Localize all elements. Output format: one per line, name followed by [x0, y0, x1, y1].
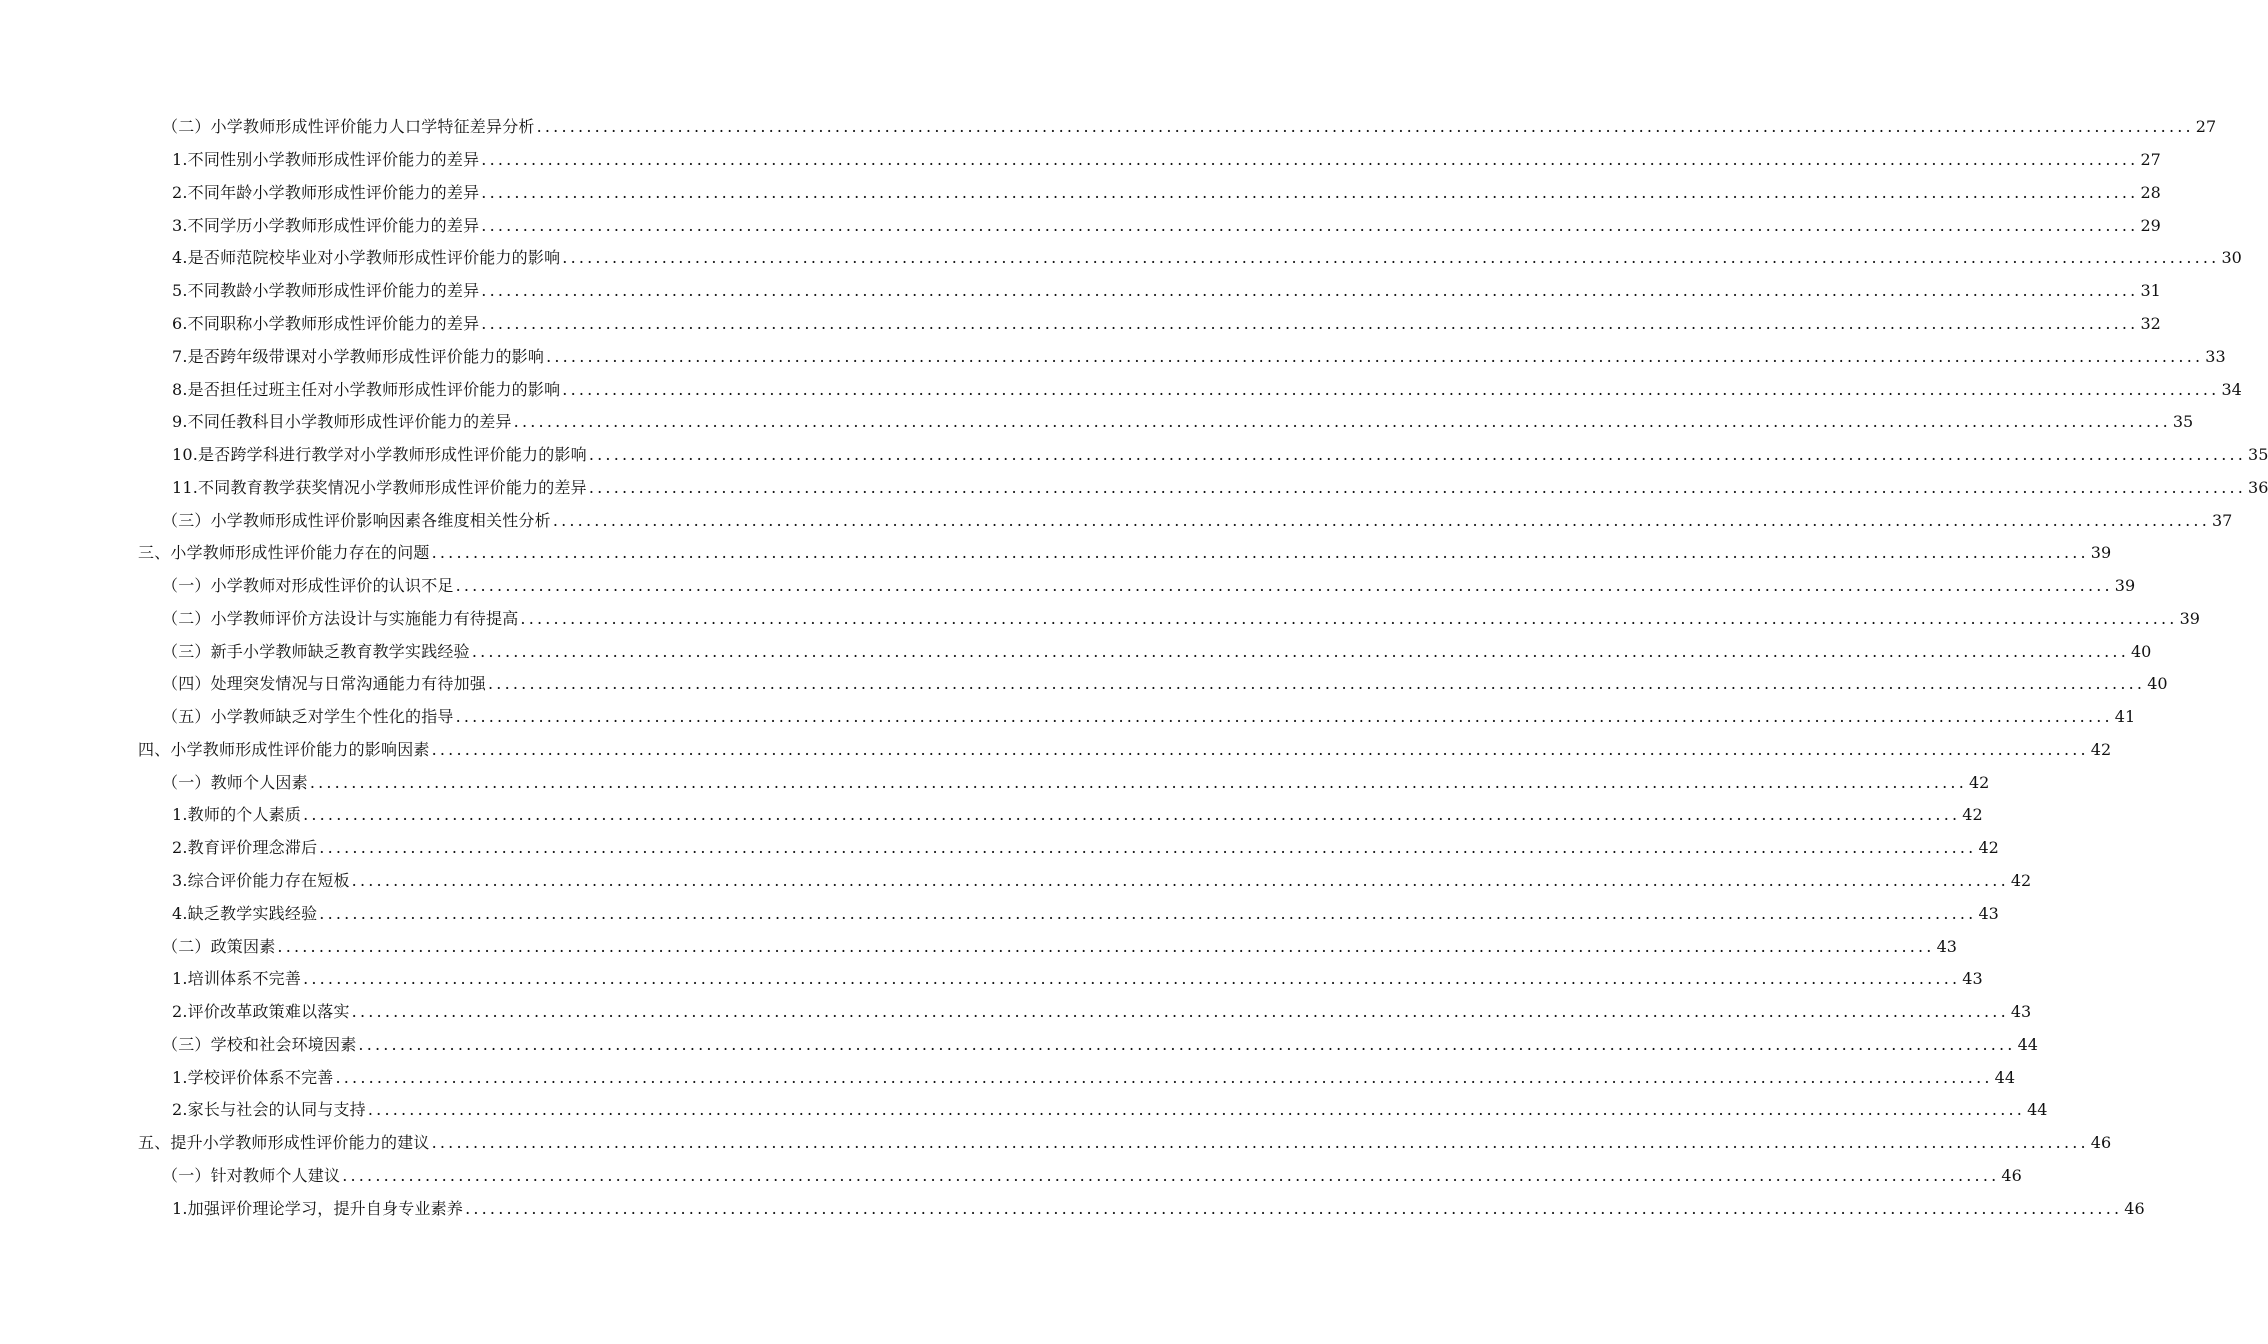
toc-entry-title: 11.不同教育教学获奖情况小学教师形成性评价能力的差异: [172, 477, 587, 497]
toc-entry-page-number: 43: [2010, 1002, 2032, 1022]
toc-dot-leader: ........................................................................................................................................................................................................: [520, 608, 2178, 628]
toc-entry-title: 2.家长与社会的认同与支持: [172, 1100, 366, 1120]
toc-dot-leader: ........................................................................................................................................................................................................: [319, 903, 1977, 923]
toc-entry-title: 8.是否担任过班主任对小学教师形成性评价能力的影响: [172, 379, 561, 399]
toc-entry-title: （二）小学教师形成性评价能力人口学特征差异分析: [162, 117, 535, 137]
toc-entry[interactable]: [0, 996, 2032, 1029]
toc-entry[interactable]: [0, 570, 2136, 603]
toc-entry[interactable]: [0, 832, 1999, 865]
toc-entry-title: 5.不同教龄小学教师形成性评价能力的差异: [172, 281, 480, 301]
toc-entry[interactable]: [0, 1028, 2038, 1061]
toc-dot-leader: ........................................................................................................................................................................................................: [481, 281, 2139, 301]
toc-dot-leader: ........................................................................................................................................................................................................: [481, 182, 2139, 202]
toc-entry-page-number: 35: [2248, 445, 2268, 465]
toc-entry-page-number: 31: [2140, 281, 2161, 301]
toc-entry-title: （三）学校和社会环境因素: [162, 1034, 357, 1054]
toc-entry-title: 6.不同职称小学教师形成性评价能力的差异: [172, 313, 480, 333]
toc-dot-leader: ........................................................................................................................................................................................................: [552, 510, 2210, 530]
toc-entry[interactable]: [0, 668, 2168, 701]
toc-dot-leader: ........................................................................................................................................................................................................: [455, 576, 2113, 596]
toc-entry-page-number: 43: [1978, 903, 1999, 923]
toc-dot-leader: ........................................................................................................................................................................................................: [367, 1100, 2026, 1120]
toc-entry-page-number: 42: [1978, 838, 1999, 858]
toc-entry-title: （四）处理突发情况与日常沟通能力有待加强: [162, 674, 487, 694]
toc-entry-page-number: 44: [2027, 1100, 2048, 1120]
toc-entry[interactable]: [0, 177, 2161, 210]
toc-entry-page-number: 43: [1962, 969, 1983, 989]
toc-entry[interactable]: [0, 930, 1957, 963]
toc-entry-page-number: 30: [2221, 248, 2242, 268]
toc-entry-page-number: 46: [2124, 1198, 2145, 1218]
toc-entry-page-number: 36: [2248, 477, 2268, 497]
toc-entry[interactable]: [0, 799, 1983, 832]
toc-entry-page-number: 46: [2001, 1165, 2022, 1185]
toc-dot-leader: ........................................................................................................................................................................................................: [342, 1165, 2000, 1185]
toc-entry-title: （五）小学教师缺乏对学生个性化的指导: [162, 707, 454, 727]
toc-entry-title: （三）小学教师形成性评价影响因素各维度相关性分析: [162, 510, 551, 530]
toc-entry[interactable]: [0, 471, 2268, 504]
toc-entry-title: （一）针对教师个人建议: [162, 1165, 341, 1185]
toc-dot-leader: ........................................................................................................................................................................................................: [431, 543, 2089, 563]
toc-entry[interactable]: [0, 308, 2161, 341]
toc-entry[interactable]: [0, 144, 2161, 177]
toc-entry-page-number: 27: [2140, 150, 2161, 170]
toc-entry-title: 1.培训体系不完善: [172, 969, 302, 989]
toc-entry-title: （一）小学教师对形成性评价的认识不足: [162, 576, 454, 596]
toc-entry[interactable]: [0, 1127, 2112, 1160]
toc-entry-page-number: 39: [2114, 576, 2136, 596]
toc-entry[interactable]: [0, 1061, 2016, 1094]
toc-entry[interactable]: [0, 897, 1999, 930]
toc-entry-title: 1.学校评价体系不完善: [172, 1067, 334, 1087]
toc-entry-title: 4.缺乏教学实践经验: [172, 903, 318, 923]
toc-dot-leader: ........................................................................................................................................................................................................: [319, 838, 1977, 858]
toc-entry-page-number: 43: [1936, 936, 1957, 956]
toc-entry[interactable]: [0, 537, 2112, 570]
toc-entry-title: （三）新手小学教师缺乏教育教学实践经验: [162, 641, 470, 661]
toc-entry-page-number: 44: [1994, 1067, 2016, 1087]
toc-entry[interactable]: [0, 701, 2136, 734]
toc-dot-leader: ........................................................................................................................................................................................................: [488, 674, 2146, 694]
toc-entry-page-number: 33: [2205, 346, 2226, 366]
toc-dot-leader: ........................................................................................................................................................................................................: [431, 739, 2089, 759]
toc-entry[interactable]: [0, 963, 1983, 996]
toc-entry-title: 1.加强评价理论学习，提升自身专业素养: [172, 1198, 464, 1218]
toc-entry-page-number: 40: [2131, 641, 2152, 661]
toc-dot-leader: ........................................................................................................................................................................................................: [536, 117, 2194, 137]
toc-entry[interactable]: [0, 766, 1990, 799]
toc-dot-leader: ........................................................................................................................................................................................................: [335, 1067, 1993, 1087]
toc-entry[interactable]: [0, 111, 2217, 144]
toc-entry-title: 4.是否师范院校毕业对小学教师形成性评价能力的影响: [172, 248, 561, 268]
toc-dot-leader: ........................................................................................................................................................................................................: [471, 641, 2129, 661]
toc-dot-leader: ........................................................................................................................................................................................................: [358, 1034, 2016, 1054]
toc-entry[interactable]: [0, 275, 2161, 308]
toc-dot-leader: ........................................................................................................................................................................................................: [546, 346, 2204, 366]
toc-entry-page-number: 42: [2010, 870, 2032, 890]
toc-entry-page-number: 29: [2140, 215, 2161, 235]
toc-entry-title: 2.教育评价理念滞后: [172, 838, 318, 858]
toc-entry-title: 2.不同年龄小学教师形成性评价能力的差异: [172, 182, 480, 202]
toc-entry[interactable]: [0, 635, 2152, 668]
toc-dot-leader: ........................................................................................................................................................................................................: [588, 477, 2247, 497]
toc-entry-page-number: 42: [1962, 805, 1983, 825]
toc-entry-title: 1.教师的个人素质: [172, 805, 302, 825]
toc-entry-title: 四、小学教师形成性评价能力的影响因素: [138, 739, 430, 759]
toc-entry-page-number: 32: [2140, 313, 2161, 333]
toc-entry[interactable]: [0, 504, 2233, 537]
toc-dot-leader: ........................................................................................................................................................................................................: [351, 1002, 2009, 1022]
toc-entry[interactable]: [0, 242, 2242, 275]
toc-entry-page-number: 27: [2195, 117, 2217, 137]
toc-dot-leader: ........................................................................................................................................................................................................: [431, 1133, 2089, 1153]
toc-entry-page-number: 34: [2221, 379, 2242, 399]
toc-entry[interactable]: [0, 734, 2112, 767]
toc-dot-leader: ........................................................................................................................................................................................................: [481, 150, 2139, 170]
toc-dot-leader: ........................................................................................................................................................................................................: [309, 772, 1967, 792]
toc-entry-title: 2.评价改革政策难以落实: [172, 1002, 350, 1022]
toc-entry-page-number: 37: [2212, 510, 2233, 530]
toc-dot-leader: ........................................................................................................................................................................................................: [455, 707, 2113, 727]
toc-dot-leader: ........................................................................................................................................................................................................: [465, 1198, 2123, 1218]
toc-dot-leader: ........................................................................................................................................................................................................: [481, 313, 2139, 333]
toc-entry-page-number: 39: [2179, 608, 2200, 628]
toc-entry[interactable]: [0, 865, 2032, 898]
toc-entry-title: 10.是否跨学科进行教学对小学教师形成性评价能力的影响: [172, 445, 587, 465]
toc-entry[interactable]: [0, 373, 2242, 406]
toc-entry[interactable]: [0, 406, 2194, 439]
toc-entry-page-number: 42: [2090, 739, 2112, 759]
toc-entry-title: 五、提升小学教师形成性评价能力的建议: [138, 1133, 430, 1153]
toc-entry[interactable]: [0, 1160, 2022, 1193]
toc-dot-leader: ........................................................................................................................................................................................................: [562, 379, 2220, 399]
toc-entry-title: 9.不同任教科目小学教师形成性评价能力的差异: [172, 412, 512, 432]
toc-entry[interactable]: [0, 1192, 2145, 1225]
toc-dot-leader: ........................................................................................................................................................................................................: [513, 412, 2171, 432]
toc-entry-page-number: 28: [2140, 182, 2161, 202]
toc-dot-leader: ........................................................................................................................................................................................................: [588, 445, 2247, 465]
table-of-contents: [0, 111, 2268, 1225]
toc-entry[interactable]: [0, 602, 2200, 635]
toc-entry-page-number: 40: [2147, 674, 2168, 694]
toc-entry[interactable]: [0, 1094, 2048, 1127]
toc-entry-title: 7.是否跨年级带课对小学教师形成性评价能力的影响: [172, 346, 545, 366]
toc-entry[interactable]: [0, 340, 2226, 373]
toc-entry-title: （一）教师个人因素: [162, 772, 308, 792]
toc-dot-leader: ........................................................................................................................................................................................................: [562, 248, 2220, 268]
toc-entry-page-number: 41: [2114, 707, 2136, 727]
toc-entry[interactable]: [0, 209, 2161, 242]
toc-dot-leader: ........................................................................................................................................................................................................: [481, 215, 2139, 235]
toc-entry-page-number: 44: [2017, 1034, 2038, 1054]
toc-dot-leader: ........................................................................................................................................................................................................: [303, 969, 1961, 989]
toc-entry-title: 1.不同性别小学教师形成性评价能力的差异: [172, 150, 480, 170]
toc-dot-leader: ........................................................................................................................................................................................................: [277, 936, 1935, 956]
toc-entry-page-number: 46: [2090, 1133, 2112, 1153]
toc-entry-page-number: 39: [2090, 543, 2112, 563]
toc-entry-title: （二）小学教师评价方法设计与实施能力有待提高: [162, 608, 519, 628]
toc-entry-title: 3.不同学历小学教师形成性评价能力的差异: [172, 215, 480, 235]
toc-entry[interactable]: [0, 439, 2268, 472]
toc-dot-leader: ........................................................................................................................................................................................................: [303, 805, 1961, 825]
toc-entry-title: 三、小学教师形成性评价能力存在的问题: [138, 543, 430, 563]
toc-entry-title: 3.综合评价能力存在短板: [172, 870, 350, 890]
toc-entry-page-number: 42: [1969, 772, 1990, 792]
toc-dot-leader: ........................................................................................................................................................................................................: [351, 870, 2009, 890]
toc-entry-page-number: 35: [2172, 412, 2194, 432]
toc-entry-title: （二）政策因素: [162, 936, 276, 956]
